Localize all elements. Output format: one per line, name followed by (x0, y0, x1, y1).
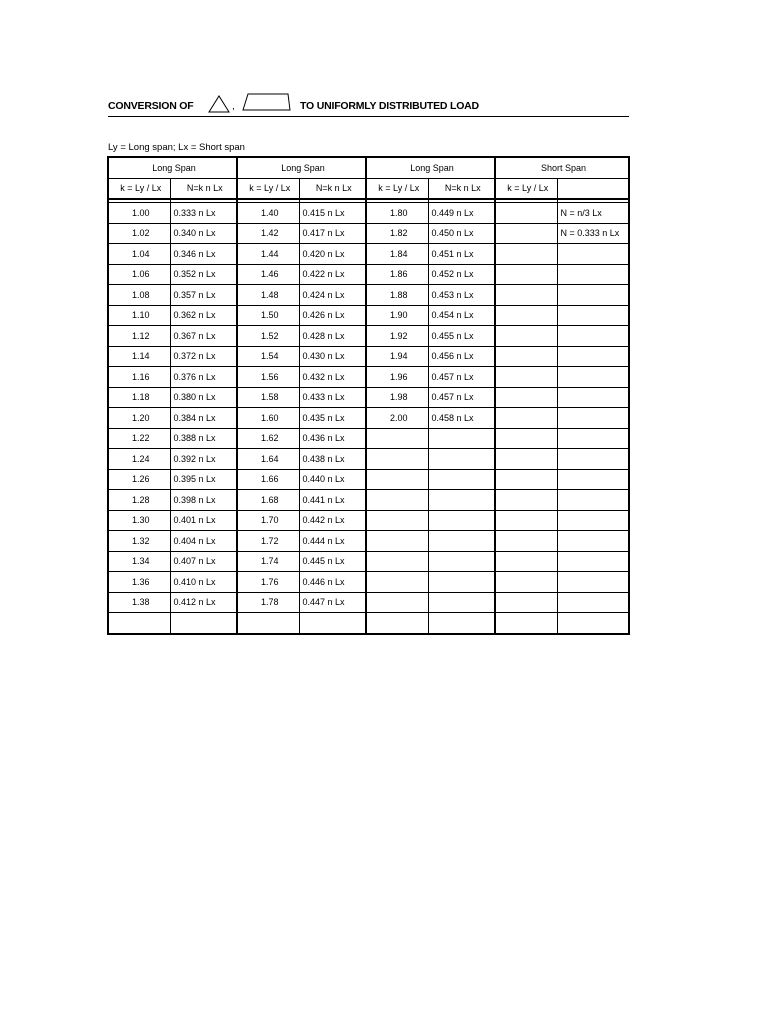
load-cell (557, 428, 629, 449)
load-cell: 0.446 n Lx (299, 572, 366, 593)
load-cell (557, 592, 629, 613)
ratio-cell: 1.52 (237, 326, 299, 347)
ratio-cell (495, 367, 557, 388)
table-row (108, 285, 629, 306)
load-cell: 0.333 n Lx (170, 203, 237, 224)
load-cell (557, 305, 629, 326)
table-row (108, 203, 629, 224)
load-cell (428, 613, 495, 634)
ratio-cell (495, 572, 557, 593)
ratio-cell (366, 551, 428, 572)
ratio-cell (366, 469, 428, 490)
load-cell: N = n/3 Lx (557, 203, 629, 224)
ratio-cell (366, 490, 428, 511)
column-header: N=k n Lx (299, 178, 366, 199)
span-definition-note: Ly = Long span; Lx = Short span (108, 142, 245, 153)
load-cell: 0.380 n Lx (170, 387, 237, 408)
ratio-cell (495, 203, 557, 224)
load-cell (428, 449, 495, 470)
ratio-cell (495, 449, 557, 470)
load-cell: 0.426 n Lx (299, 305, 366, 326)
ratio-cell: 1.58 (237, 387, 299, 408)
load-cell: 0.346 n Lx (170, 244, 237, 265)
ratio-cell (237, 613, 299, 634)
load-cell (557, 572, 629, 593)
ratio-cell (366, 592, 428, 613)
ratio-cell: 1.20 (108, 408, 170, 429)
ratio-cell: 1.10 (108, 305, 170, 326)
column-header: k = Ly / Lx (495, 178, 557, 199)
table-row (108, 551, 629, 572)
ratio-cell: 1.84 (366, 244, 428, 265)
ratio-cell: 1.64 (237, 449, 299, 470)
load-cell: 0.455 n Lx (428, 326, 495, 347)
table-row (108, 244, 629, 265)
conversion-table (107, 156, 630, 635)
ratio-cell (495, 223, 557, 244)
ratio-cell: 1.32 (108, 531, 170, 552)
ratio-cell: 1.60 (237, 408, 299, 429)
ratio-cell: 1.00 (108, 203, 170, 224)
load-cell (557, 510, 629, 531)
ratio-cell (366, 613, 428, 634)
load-cell: 0.454 n Lx (428, 305, 495, 326)
column-header: N=k n Lx (428, 178, 495, 199)
load-cell: 0.428 n Lx (299, 326, 366, 347)
load-cell: 0.352 n Lx (170, 264, 237, 285)
ratio-cell (495, 305, 557, 326)
ratio-cell: 1.96 (366, 367, 428, 388)
load-cell: 0.447 n Lx (299, 592, 366, 613)
table-row (108, 592, 629, 613)
group-header: Short Span (495, 157, 629, 178)
load-cell: 0.372 n Lx (170, 346, 237, 367)
load-cell: 0.420 n Lx (299, 244, 366, 265)
table-row (108, 490, 629, 511)
load-cell: 0.422 n Lx (299, 264, 366, 285)
ratio-cell (495, 592, 557, 613)
load-cell (428, 490, 495, 511)
ratio-cell: 1.40 (237, 203, 299, 224)
ratio-cell (366, 449, 428, 470)
load-cell: 0.376 n Lx (170, 367, 237, 388)
load-cell: 0.417 n Lx (299, 223, 366, 244)
group-header: Long Span (366, 157, 495, 178)
load-cell (557, 326, 629, 347)
ratio-cell: 1.88 (366, 285, 428, 306)
load-cell: 0.436 n Lx (299, 428, 366, 449)
load-cell: 0.367 n Lx (170, 326, 237, 347)
ratio-cell: 1.42 (237, 223, 299, 244)
ratio-cell (495, 387, 557, 408)
table-body (108, 199, 629, 634)
load-cell (557, 449, 629, 470)
ratio-cell (495, 285, 557, 306)
load-cell (557, 613, 629, 634)
load-cell: 0.433 n Lx (299, 387, 366, 408)
load-cell: 0.424 n Lx (299, 285, 366, 306)
load-cell: 0.441 n Lx (299, 490, 366, 511)
load-cell: 0.430 n Lx (299, 346, 366, 367)
ratio-cell (495, 326, 557, 347)
ratio-cell: 1.92 (366, 326, 428, 347)
ratio-cell (366, 428, 428, 449)
ratio-cell: 1.90 (366, 305, 428, 326)
ratio-cell (366, 531, 428, 552)
load-cell: 0.415 n Lx (299, 203, 366, 224)
ratio-cell: 1.56 (237, 367, 299, 388)
ratio-cell: 1.24 (108, 449, 170, 470)
load-cell: 0.457 n Lx (428, 387, 495, 408)
ratio-cell: 1.86 (366, 264, 428, 285)
table-row (108, 346, 629, 367)
load-cell (428, 592, 495, 613)
load-cell: 0.340 n Lx (170, 223, 237, 244)
column-header: k = Ly / Lx (366, 178, 428, 199)
load-cell: 0.412 n Lx (170, 592, 237, 613)
load-cell: 0.432 n Lx (299, 367, 366, 388)
load-cell (557, 490, 629, 511)
table-row (108, 469, 629, 490)
column-header (557, 178, 629, 199)
ratio-cell: 1.02 (108, 223, 170, 244)
ratio-cell: 1.48 (237, 285, 299, 306)
load-cell (557, 264, 629, 285)
ratio-cell (495, 531, 557, 552)
load-cell (170, 613, 237, 634)
load-cell (428, 510, 495, 531)
load-cell (557, 408, 629, 429)
table-row (108, 449, 629, 470)
load-cell: 0.384 n Lx (170, 408, 237, 429)
ratio-cell (366, 510, 428, 531)
load-cell (557, 346, 629, 367)
ratio-cell: 1.12 (108, 326, 170, 347)
ratio-cell: 1.38 (108, 592, 170, 613)
load-cell: 0.410 n Lx (170, 572, 237, 593)
title-comma: , (232, 101, 235, 112)
load-cell (557, 551, 629, 572)
load-cell: 0.442 n Lx (299, 510, 366, 531)
ratio-cell: 1.04 (108, 244, 170, 265)
load-cell (299, 613, 366, 634)
ratio-cell: 1.82 (366, 223, 428, 244)
ratio-cell (108, 613, 170, 634)
ratio-cell: 1.50 (237, 305, 299, 326)
ratio-cell: 2.00 (366, 408, 428, 429)
table-row (108, 387, 629, 408)
triangle-load-icon (207, 94, 231, 114)
ratio-cell: 1.98 (366, 387, 428, 408)
ratio-cell: 1.14 (108, 346, 170, 367)
load-cell: 0.407 n Lx (170, 551, 237, 572)
load-cell (557, 469, 629, 490)
load-cell: 0.457 n Lx (428, 367, 495, 388)
group-header: Long Span (237, 157, 366, 178)
ratio-cell: 1.30 (108, 510, 170, 531)
ratio-cell: 1.70 (237, 510, 299, 531)
ratio-cell: 1.68 (237, 490, 299, 511)
load-cell: 0.404 n Lx (170, 531, 237, 552)
load-cell: N = 0.333 n Lx (557, 223, 629, 244)
ratio-cell: 1.26 (108, 469, 170, 490)
ratio-cell: 1.66 (237, 469, 299, 490)
ratio-cell (495, 490, 557, 511)
load-cell: 0.444 n Lx (299, 531, 366, 552)
column-header: k = Ly / Lx (108, 178, 170, 199)
load-cell (428, 531, 495, 552)
load-cell: 0.357 n Lx (170, 285, 237, 306)
ratio-cell (495, 264, 557, 285)
table-row (108, 264, 629, 285)
load-cell: 0.388 n Lx (170, 428, 237, 449)
ratio-cell: 1.46 (237, 264, 299, 285)
load-cell: 0.449 n Lx (428, 203, 495, 224)
ratio-cell: 1.18 (108, 387, 170, 408)
table-row (108, 408, 629, 429)
ratio-cell: 1.74 (237, 551, 299, 572)
load-cell: 0.438 n Lx (299, 449, 366, 470)
load-cell (428, 572, 495, 593)
ratio-cell: 1.36 (108, 572, 170, 593)
ratio-cell: 1.16 (108, 367, 170, 388)
ratio-cell: 1.80 (366, 203, 428, 224)
load-cell (428, 551, 495, 572)
table-row (108, 367, 629, 388)
subheader-row (108, 178, 629, 199)
table-row (108, 223, 629, 244)
group-header-row (108, 157, 629, 178)
ratio-cell (495, 469, 557, 490)
load-cell: 0.435 n Lx (299, 408, 366, 429)
load-cell: 0.401 n Lx (170, 510, 237, 531)
load-cell: 0.453 n Lx (428, 285, 495, 306)
ratio-cell (366, 572, 428, 593)
ratio-cell (495, 551, 557, 572)
load-cell: 0.451 n Lx (428, 244, 495, 265)
ratio-cell (495, 428, 557, 449)
ratio-cell (495, 613, 557, 634)
ratio-cell: 1.76 (237, 572, 299, 593)
load-cell: 0.450 n Lx (428, 223, 495, 244)
table-row (108, 613, 629, 634)
ratio-cell: 1.08 (108, 285, 170, 306)
table-row (108, 572, 629, 593)
column-header: N=k n Lx (170, 178, 237, 199)
column-header: k = Ly / Lx (237, 178, 299, 199)
load-cell: 0.445 n Lx (299, 551, 366, 572)
load-cell: 0.362 n Lx (170, 305, 237, 326)
ratio-cell (495, 346, 557, 367)
ratio-cell (495, 408, 557, 429)
load-cell (557, 285, 629, 306)
ratio-cell: 1.62 (237, 428, 299, 449)
ratio-cell: 1.06 (108, 264, 170, 285)
title-suffix: TO UNIFORMLY DISTRIBUTED LOAD (300, 100, 479, 112)
load-cell: 0.395 n Lx (170, 469, 237, 490)
ratio-cell: 1.78 (237, 592, 299, 613)
table-row (108, 326, 629, 347)
ratio-cell: 1.72 (237, 531, 299, 552)
load-cell: 0.392 n Lx (170, 449, 237, 470)
title-prefix: CONVERSION OF (108, 100, 194, 112)
ratio-cell (495, 510, 557, 531)
load-cell: 0.452 n Lx (428, 264, 495, 285)
ratio-cell: 1.34 (108, 551, 170, 572)
ratio-cell: 1.44 (237, 244, 299, 265)
trapezoid-load-icon (242, 92, 292, 112)
ratio-cell (495, 244, 557, 265)
table-row (108, 428, 629, 449)
document-title (108, 92, 629, 117)
load-cell: 0.398 n Lx (170, 490, 237, 511)
ratio-cell: 1.94 (366, 346, 428, 367)
table-row (108, 531, 629, 552)
load-cell (557, 244, 629, 265)
group-header: Long Span (108, 157, 237, 178)
load-cell (557, 367, 629, 388)
load-cell: 0.456 n Lx (428, 346, 495, 367)
ratio-cell: 1.28 (108, 490, 170, 511)
load-cell (428, 428, 495, 449)
ratio-cell: 1.22 (108, 428, 170, 449)
load-cell: 0.458 n Lx (428, 408, 495, 429)
table-row (108, 510, 629, 531)
load-cell: 0.440 n Lx (299, 469, 366, 490)
load-cell (557, 531, 629, 552)
table-row (108, 305, 629, 326)
load-cell (557, 387, 629, 408)
ratio-cell: 1.54 (237, 346, 299, 367)
load-cell (428, 469, 495, 490)
